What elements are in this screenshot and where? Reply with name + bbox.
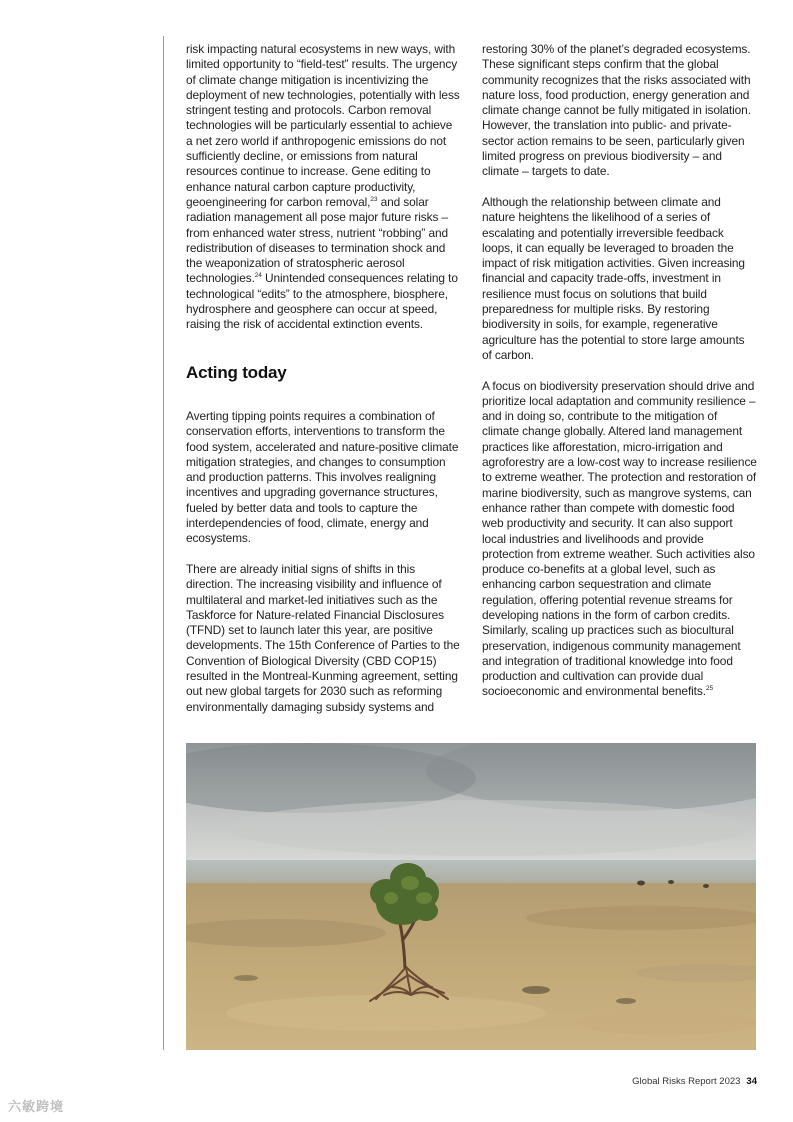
paragraph-feedback-loops: Although the relationship between climate and nature heightens the likelihood of a series of escalating and potentially irreversible feedback loops, it can equally be leveraged to broaden the impact of risk mitigation activities. Given increasing financial and capacity trade-offs, investment in resilience must focus on solutions that build preparedness for multiple risks. By restoring biodiversity in soils, for example, regenerative agriculture has the potential to store large amounts of carbon.	[482, 194, 745, 362]
section-heading-wrap	[186, 362, 287, 384]
paragraph-initial-signs: There are already initial signs of shifts in this direction. The increasing visibility and influence of multilateral and market-led initiatives such as the Taskforce for Nature-related Financial Disclosures (TFND) set to launch later this year, are positive developments. The 15th Conference of Parties to the Convention of Biological Diversity (CBD COP15) resulted in the Montreal-Kunming agreement, setting out new global targets for 2030 such as reforming environmentally damaging subsidy systems and	[186, 561, 460, 714]
column-divider	[163, 36, 164, 1050]
report-title: Global Risks Report 2023	[632, 1076, 741, 1087]
footnote-ref[interactable]: 25	[705, 685, 713, 693]
left-column	[186, 42, 461, 348]
watermark: 六敏跨境	[8, 1099, 65, 1114]
section-heading: Acting today	[186, 363, 287, 382]
footnote-ref[interactable]: 23	[370, 195, 378, 203]
page-number: 34	[746, 1076, 757, 1087]
left-column-lower	[186, 409, 461, 730]
mangrove-photo	[186, 743, 756, 1050]
paragraph-biodiversity-focus: A focus on biodiversity preservation should drive and prioritize local adaptation and community resilience – and in doing so, contribute to the mitigation of climate change globally. Altered land management practices like afforestation, micro-irrigation and agroforestry are a low-cost way to increase resilience to extreme weather. The protection and restoration of marine biodiversity, such as mangrove systems, can enhance rather than compete with domestic food web productivity and security. It can also support local industries and livelihoods and provide protection from extreme weather. Such activities also produce co-benefits at a global level, such as enhancing carbon sequestration and climate regulation, offering potential revenue streams for developing nations in the form of carbon credits. Similarly, scaling up practices such as biocultural preservation, indigenous community management and integration of traditional knowledge into food production and cultivation can provide dual socioeconomic and environmental benefits.$^{25}$	[482, 378, 757, 699]
footnote-ref[interactable]: 24	[254, 272, 262, 280]
right-column	[482, 42, 757, 715]
page-footer	[632, 1076, 757, 1087]
mangrove-photo-image	[186, 743, 756, 1050]
paragraph-restoring: restoring 30% of the planet’s degraded ecosystems. These significant steps confirm that the global community recognizes that the risks associated with nature loss, food production, energy generation and climate change cannot be fully mitigated in isolation. However, the translation into public- and private-sector action remains to be seen, particularly given limited progress on previous biodiversity – and climate – targets to date.	[482, 42, 751, 179]
paragraph-carbon-removal: risk impacting natural ecosystems in new ways, with limited opportunity to “field-test” results. The urgency of climate change mitigation is incentivizing the deployment of new technologies, potentially with less stringent testing and protocols. Carbon removal technologies will be particularly essential to achieve a net zero world if anthropogenic emissions do not sufficiently decline, or emissions from natural resources continue to increase. Gene editing to enhance natural carbon capture productivity, geoengineering for carbon removal,$^{23}$ and solar radiation management all pose major future risks – from enhanced water stress, nutrient “robbing” and redistribution of diseases to termination shock and the weaponization of stratospheric aerosol technologies.$^{24}$ Unintended consequences relating to technological “edits” to the atmosphere, biosphere, hydrosphere and geosphere can occur at speed, raising the risk of accidental extinction events.	[186, 42, 460, 332]
paragraph-averting: Averting tipping points requires a combination of conservation efforts, interventions to transform the food system, accelerated and nature-positive climate mitigation strategies, and changes to consumption and production patterns. This involves realigning incentives and upgrading governance structures, fueled by better data and tools to capture the interdependencies of food, climate, energy and ecosystems.	[186, 409, 459, 546]
